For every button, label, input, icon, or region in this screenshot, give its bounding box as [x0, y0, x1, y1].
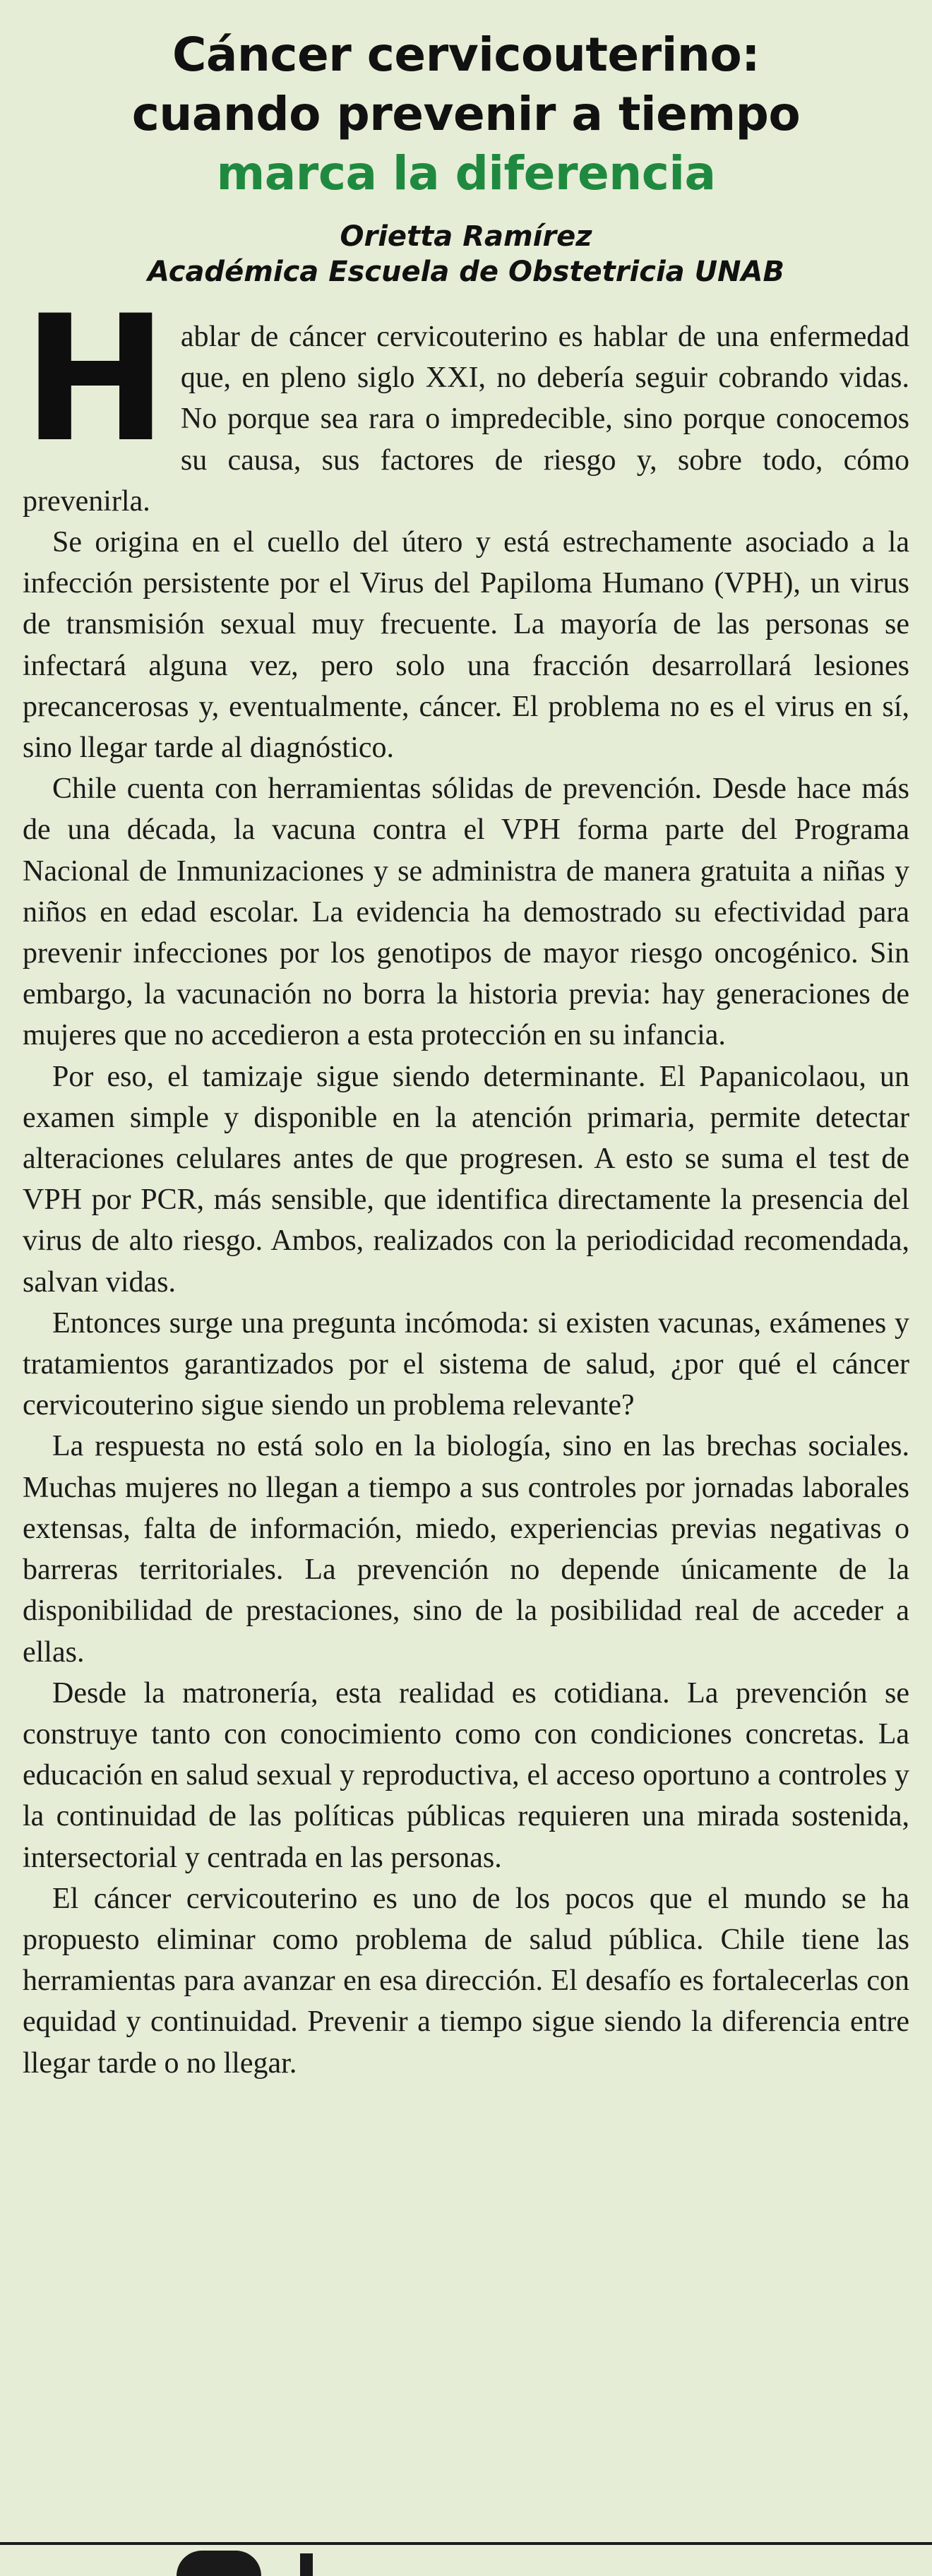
article	[23, 25, 909, 2084]
headline-line-3: marca la diferencia	[216, 146, 716, 201]
paragraph-1-text: ablar de cáncer cervicouterino es hablar de una enfermedad que, en pleno siglo XXI, no debería seguir cobrando vidas. No porque sea rara o impredecible, sino porque conocemos su causa, sus factores de riesgo y, sobre todo, cómo prevenirla.	[23, 321, 909, 518]
cropped-shape-right	[300, 2553, 313, 2576]
author-name: Orietta Ramírez	[340, 220, 592, 253]
paragraph-1	[23, 279, 909, 522]
headline-line-1: Cáncer cervicouterino:	[172, 28, 760, 82]
paragraph-7: Desde la matronería, esta realidad es cotidiana. La prevención se construye tanto con conocimiento como con condiciones concretas. La educación en salud sexual y reproductiva, el acceso oportuno a controles y la continuidad de las políticas públicas requieren una mirada sostenida, intersectorial y centrada en las personas.	[23, 1676, 909, 1874]
headline-line-2: cuando prevenir a tiempo	[131, 87, 801, 141]
paragraph-6: La respuesta no está solo en la biología, sino en las brechas sociales. Muchas mujeres no llegan a tiempo a sus controles por jornadas laborales extensas, falta de información, miedo, experiencias previas negativas o barreras territoriales. La prevención no depende únicamente de la disponibilidad de prestaciones, sino de la posibilidad real de acceder a ellas.	[23, 1430, 909, 1669]
cropped-shape-left	[177, 2551, 261, 2576]
byline	[23, 219, 909, 290]
paragraph-4: Por eso, el tamizaje sigue siendo determinante. El Papanicolaou, un examen simple y disponible en la atención primaria, permite detectar alteraciones celulares antes de que progresen. A esto se suma el test de VPH por PCR, más sensible, que identifica directamente la presencia del virus de alto riesgo. Ambos, realizados con la periodicidad recomendada, salvan vidas.	[23, 1060, 909, 1299]
drop-cap: H	[23, 279, 168, 481]
article-body	[23, 279, 909, 2084]
paragraph-2: Se origina en el cuello del útero y está estrechamente asociado a la infección persistente por el Virus del Papiloma Humano (VPH), un virus de transmisión sexual muy frecuente. La mayoría de las personas se infectará alguna vez, pero solo una fracción desarrollará lesiones precancerosas y, eventualmente, cáncer. El problema no es el virus en sí, sino llegar tarde al diagnóstico.	[23, 526, 909, 765]
paragraph-3: Chile cuenta con herramientas sólidas de prevención. Desde hace más de una década, la vacuna contra el VPH forma parte del Programa Nacional de Inmunizaciones y se administra de manera gratuita a niñas y niños en edad escolar. La evidencia ha demostrado su efectividad para prevenir infecciones por los genotipos de mayor riesgo oncogénico. Sin embargo, la vacunación no borra la historia previa: hay generaciones de mujeres que no accedieron a esta protección en su infancia.	[23, 773, 909, 1052]
author-affiliation: Académica Escuela de Obstetricia UNAB	[148, 256, 784, 288]
paragraph-5: Entonces surge una pregunta incómoda: si existen vacunas, exámenes y tratamientos garantizados por el sistema de salud, ¿por qué el cáncer cervicouterino sigue siendo un problema relevante?	[23, 1306, 909, 1422]
paragraph-8: El cáncer cervicouterino es uno de los pocos que el mundo se ha propuesto eliminar como problema de salud pública. Chile tiene las herramientas para avanzar en esa dirección. El desafío es fortalecerlas con equidad y continuidad. Prevenir a tiempo sigue siendo la diferencia entre llegar tarde o no llegar.	[23, 1882, 909, 2080]
article-headline	[23, 25, 909, 203]
bottom-divider	[0, 2542, 932, 2545]
